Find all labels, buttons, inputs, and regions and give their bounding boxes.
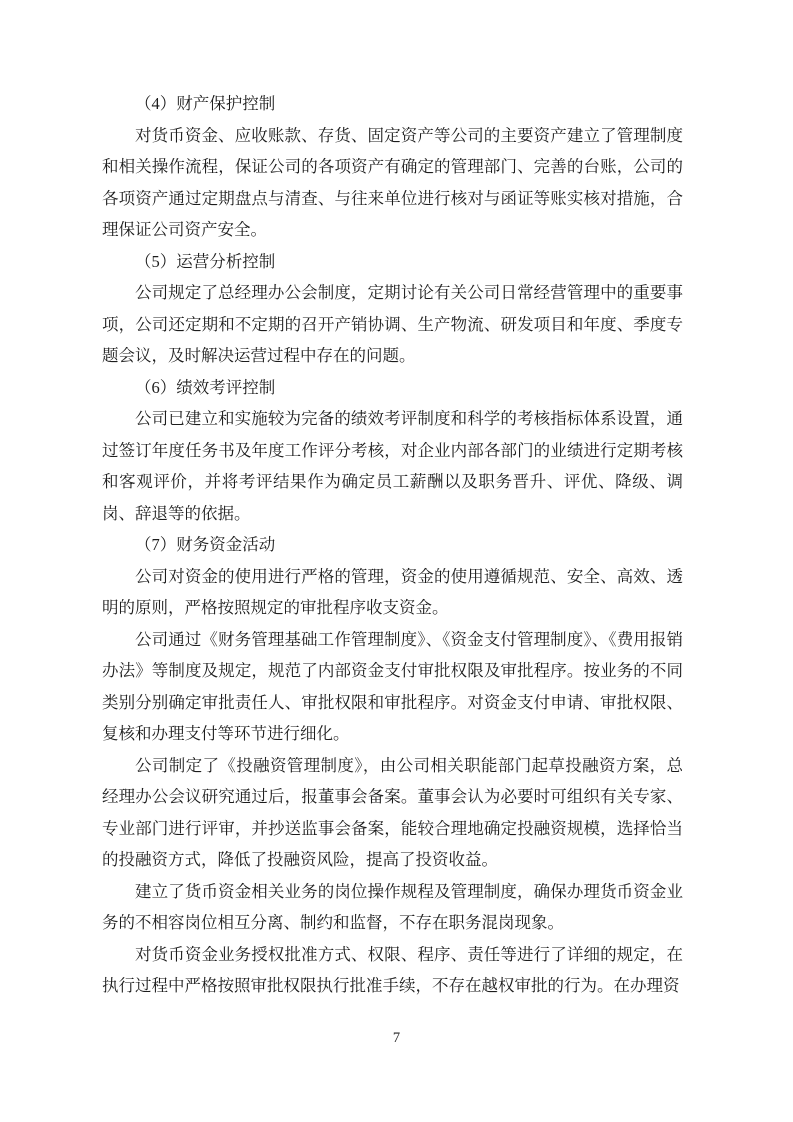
document-body <box>102 88 683 1002</box>
paragraph-monetary-fund-positions: 建立了货币资金相关业务的岗位操作规程及管理制度，确保办理货币资金业务的不相容岗位相互分离、制约和监督，不存在职务混岗现象。 <box>102 881 683 932</box>
paragraph-property-protection: 对货币资金、应收账款、存货、固定资产等公司的主要资产建立了管理制度和相关操作流程，保证公司的各项资产有确定的管理部门、完善的台账，公司的各项资产通过定期盘点与清查、与往来单位进行核对与函证等账实核对措施，合理保证公司资产安全。 <box>102 125 683 239</box>
paragraph-payment-approval-system: 公司通过《财务管理基础工作管理制度》、《资金支付管理制度》、《费用报销办法》等制度及规定，规范了内部资金支付审批权限及审批程序。按业务的不同类别分别确定审批责任人、审批权限和审批程序。对资金支付申请、审批权限、复核和办理支付等环节进行细化。 <box>102 629 683 743</box>
section-heading-7: （7）财务资金活动 <box>135 535 276 554</box>
section-heading-4: （4）财产保护控制 <box>135 94 276 113</box>
page-number: 7 <box>392 1030 401 1046</box>
paragraph-investment-financing-system: 公司制定了《投融资管理制度》，由公司相关职能部门起草投融资方案，总经理办公会议研究通过后，报董事会备案。董事会认为必要时可组织有关专家、专业部门进行评审，并抄送监事会备案，能较合理地确定投融资规模，选择恰当的投融资方式，降低了投融资风险，提高了投资收益。 <box>102 755 683 869</box>
paragraph-operation-analysis: 公司规定了总经理办公会制度，定期讨论有关公司日常经营管理中的重要事项，公司还定期和不定期的召开产销协调、生产物流、研发项目和年度、季度专题会议，及时解决运营过程中存在的问题。 <box>102 283 683 365</box>
paragraph-authorization-approval: 对货币资金业务授权批准方式、权限、程序、责任等进行了详细的规定，在执行过程中严格按照审批权限执行批准手续，不存在越权审批的行为。在办理资 <box>102 944 683 995</box>
section-heading-6: （6）绩效考评控制 <box>135 377 276 397</box>
paragraph-fund-usage: 公司对资金的使用进行严格的管理，资金的使用遵循规范、安全、高效、透明的原则，严格按照规定的审批程序收支资金。 <box>102 566 683 617</box>
paragraph-performance-review: 公司已建立和实施较为完备的绩效考评制度和科学的考核指标体系设置，通过签订年度任务书及年度工作评分考核，对企业内部各部门的业绩进行定期考核和客观评价，并将考评结果作为确定员工薪酬以及职务晋升、评优、降级、调岗、辞退等的依据。 <box>102 409 683 523</box>
section-heading-5: （5）运营分析控制 <box>135 251 276 271</box>
page-footer <box>0 1030 793 1047</box>
